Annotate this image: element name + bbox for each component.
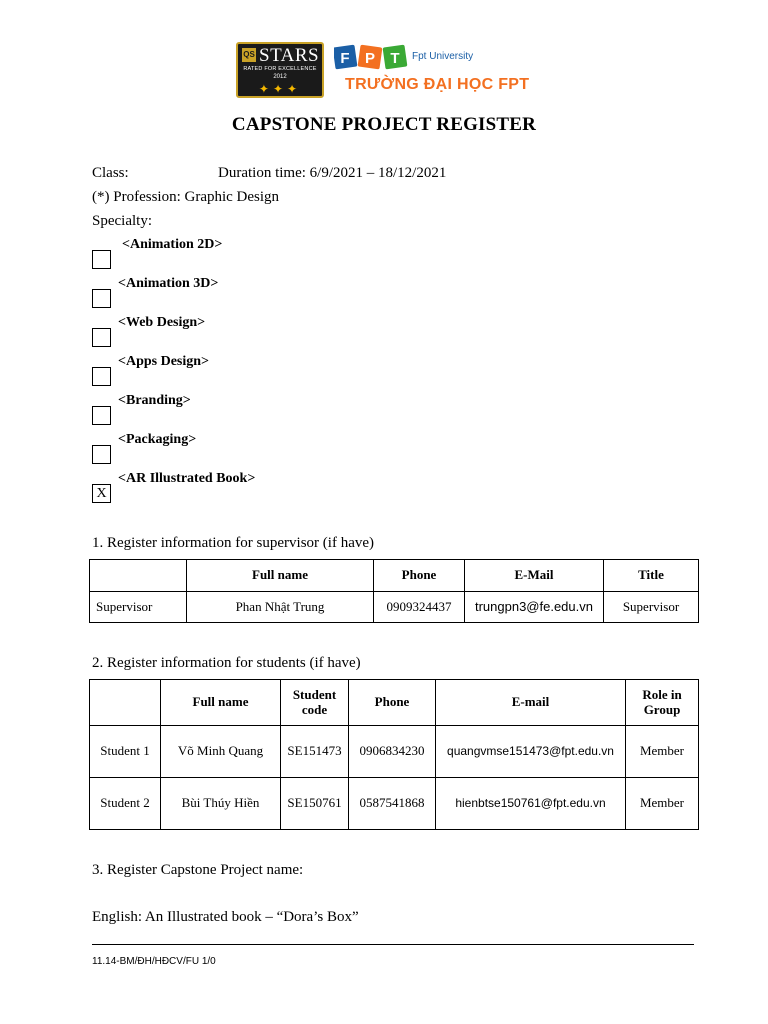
school-name: TRƯỜNG ĐẠI HỌC FPT <box>345 76 530 93</box>
svg-text:F: F <box>340 50 350 67</box>
supervisor-table <box>89 559 699 623</box>
specialty-option-animation-3d: <Animation 3D> <box>118 276 219 291</box>
checkbox-ar-illustrated-book[interactable]: X <box>92 484 111 503</box>
supervisor-section-heading: 1. Register information for supervisor (if have) <box>92 535 375 551</box>
student-name: Bùi Thúy Hiền <box>161 778 281 830</box>
student-role: Member <box>626 726 699 778</box>
checkbox-apps-design[interactable] <box>92 367 111 386</box>
student-role: Member <box>626 778 699 830</box>
specialty-option-packaging: <Packaging> <box>118 432 197 447</box>
form-code: 11.14-BM/ĐH/HĐCV/FU 1/0 <box>92 956 216 967</box>
students-section-heading: 2. Register information for students (if have) <box>92 655 361 671</box>
specialty-option-apps-design: <Apps Design> <box>118 354 210 369</box>
footer-divider <box>92 944 694 945</box>
column-header <box>90 680 161 726</box>
star-pips-icon: ✦✦✦ <box>258 82 302 96</box>
column-header: E-Mail <box>465 560 604 592</box>
student-name: Võ Minh Quang <box>161 726 281 778</box>
supervisor-name: Phan Nhật Trung <box>187 592 374 623</box>
column-header: Phone <box>374 560 465 592</box>
qs-badge: QS <box>242 48 256 62</box>
table-row <box>90 778 699 830</box>
profession-text: (*) Profession: Graphic Design <box>92 189 280 205</box>
checkbox-web-design[interactable] <box>92 328 111 347</box>
specialty-option-animation-2d: <Animation 2D> <box>122 237 223 252</box>
duration-text: Duration time: 6/9/2021 – 18/12/2021 <box>218 165 447 181</box>
column-header: Full name <box>161 680 281 726</box>
student-email: quangvmse151473@fpt.edu.vn <box>436 726 626 778</box>
students-table <box>89 679 699 830</box>
supervisor-title: Supervisor <box>604 592 699 623</box>
column-header: Phone <box>349 680 436 726</box>
table-row <box>90 726 699 778</box>
table-row <box>90 592 699 623</box>
column-header <box>90 560 187 592</box>
supervisor-email: trungpn3@fe.edu.vn <box>465 592 604 623</box>
stars-rating-logo <box>236 42 324 98</box>
column-header: E-mail <box>436 680 626 726</box>
stars-wordmark: STARS <box>259 45 320 66</box>
row-label: Student 2 <box>90 778 161 830</box>
fpt-university-label: Fpt University <box>412 51 474 62</box>
table-header-row <box>90 680 699 726</box>
project-name-heading: 3. Register Capstone Project name: <box>92 862 304 878</box>
column-header: Role in Group <box>626 680 699 726</box>
class-label: Class: <box>92 165 129 181</box>
supervisor-phone: 0909324437 <box>374 592 465 623</box>
svg-text:P: P <box>364 50 376 67</box>
specialty-option-branding: <Branding> <box>118 393 191 408</box>
checkbox-animation-3d[interactable] <box>92 289 111 308</box>
row-label: Student 1 <box>90 726 161 778</box>
stars-year: 2012 <box>273 74 287 80</box>
student-code: SE151473 <box>281 726 349 778</box>
checkbox-packaging[interactable] <box>92 445 111 464</box>
svg-text:T: T <box>390 50 400 67</box>
student-phone: 0906834230 <box>349 726 436 778</box>
specialty-label: Specialty: <box>92 213 152 229</box>
specialty-option-web-design: <Web Design> <box>118 315 206 330</box>
student-email: hienbtse150761@fpt.edu.vn <box>436 778 626 830</box>
column-header: Full name <box>187 560 374 592</box>
document-title: CAPSTONE PROJECT REGISTER <box>231 114 537 135</box>
checkbox-animation-2d[interactable] <box>92 250 111 269</box>
stars-subtitle: RATED FOR EXCELLENCE <box>243 66 317 72</box>
column-header: Student code <box>281 680 349 726</box>
column-header: Title <box>604 560 699 592</box>
fpt-logo-icon <box>334 42 408 74</box>
student-phone: 0587541868 <box>349 778 436 830</box>
specialty-option-ar-illustrated-book: <AR Illustrated Book> <box>118 471 256 486</box>
row-label: Supervisor <box>90 592 187 623</box>
english-project-name: English: An Illustrated book – “Dora’s Box” <box>92 909 359 925</box>
table-header-row <box>90 560 699 592</box>
checkbox-branding[interactable] <box>92 406 111 425</box>
student-code: SE150761 <box>281 778 349 830</box>
